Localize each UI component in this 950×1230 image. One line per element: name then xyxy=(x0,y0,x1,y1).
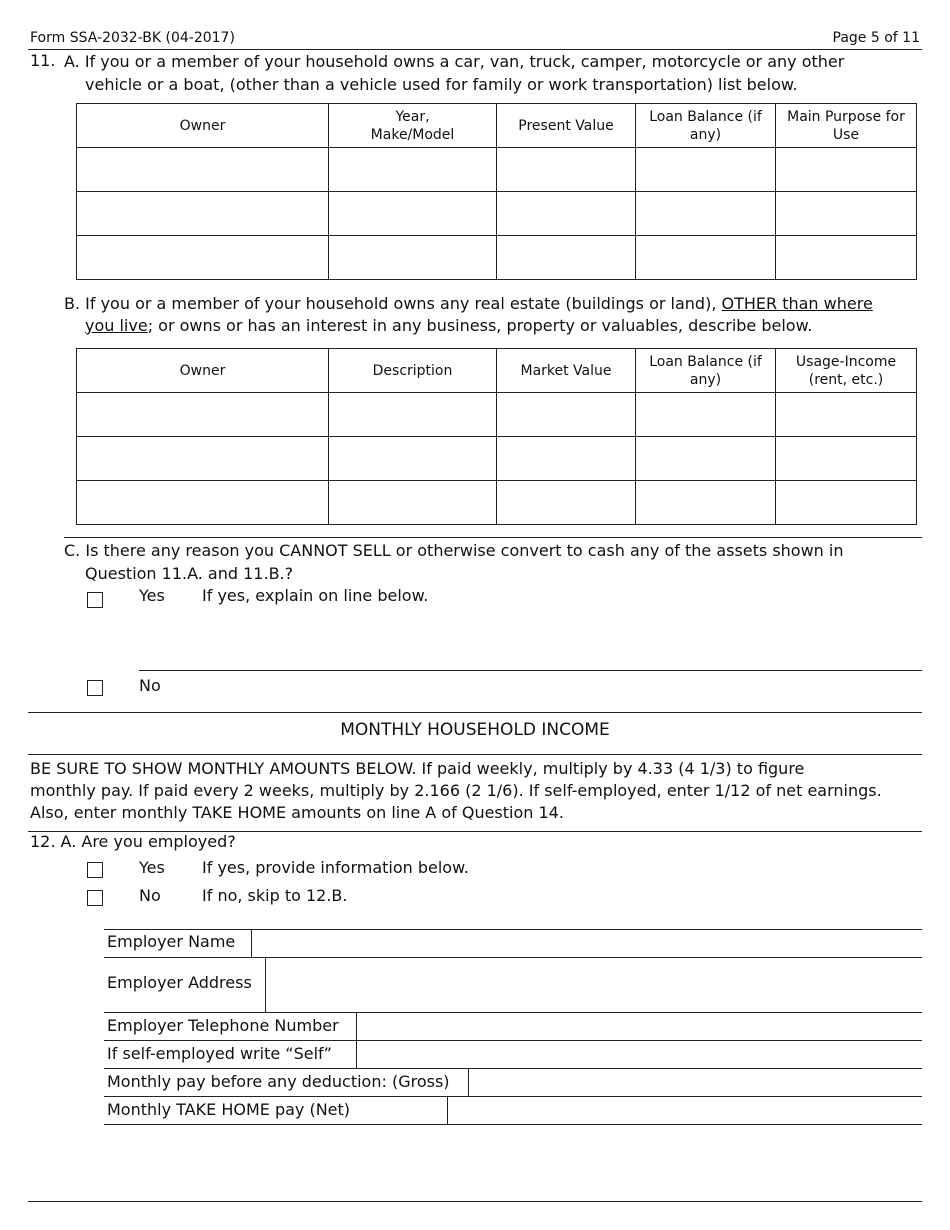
table-cell[interactable] xyxy=(497,437,636,481)
q12a-no-note: If no, skip to 12.B. xyxy=(202,886,348,905)
table-cell[interactable] xyxy=(329,393,497,437)
page-bottom-rule xyxy=(28,1201,922,1202)
column-header: Description xyxy=(329,349,497,393)
table-cell[interactable] xyxy=(329,192,497,236)
section-rule-top xyxy=(28,712,922,713)
q11c-text-line2: Question 11.A. and 11.B.? xyxy=(85,564,294,583)
table-row xyxy=(77,437,917,481)
question-number: 11. xyxy=(30,51,56,70)
employer-address-field[interactable] xyxy=(266,958,922,1012)
table-cell[interactable] xyxy=(776,148,917,192)
q11b-text-line1 xyxy=(64,293,873,315)
table-cell[interactable] xyxy=(776,192,917,236)
q11c-no-checkbox[interactable] xyxy=(87,680,103,696)
q11c-explain-field[interactable] xyxy=(139,612,922,671)
self-employed-row xyxy=(104,1041,922,1069)
employer-address-row xyxy=(104,958,922,1013)
table-cell[interactable] xyxy=(776,437,917,481)
table-cell[interactable] xyxy=(497,148,636,192)
employer-phone-field[interactable] xyxy=(357,1013,922,1040)
table-cell[interactable] xyxy=(77,192,329,236)
table-cell[interactable] xyxy=(77,393,329,437)
table-row xyxy=(77,236,917,280)
q11b-text-post: ; or owns or has an interest in any business, property or valuables, describe below. xyxy=(147,316,813,335)
page-number: Page 5 of 11 xyxy=(832,30,920,46)
table-cell[interactable] xyxy=(776,481,917,525)
table-cell[interactable] xyxy=(636,148,776,192)
table-cell[interactable] xyxy=(329,236,497,280)
table-cell[interactable] xyxy=(77,481,329,525)
q11a-text-line1: A. If you or a member of your household owns a car, van, truck, camper, motorcycle or any other xyxy=(64,52,845,71)
table-row xyxy=(77,148,917,192)
employer-address-label: Employer Address xyxy=(107,973,252,992)
q11a-text-line2: vehicle or a boat, (other than a vehicle used for family or work transportation) list below. xyxy=(85,75,798,94)
q11c-yes-checkbox[interactable] xyxy=(87,592,103,608)
net-pay-label: Monthly TAKE HOME pay (Net) xyxy=(107,1100,351,1119)
table-cell[interactable] xyxy=(77,437,329,481)
table-cell[interactable] xyxy=(77,236,329,280)
header-rule xyxy=(28,49,922,50)
column-header: Owner xyxy=(77,349,329,393)
table-cell[interactable] xyxy=(636,393,776,437)
table-row xyxy=(77,393,917,437)
table-cell[interactable] xyxy=(329,437,497,481)
column-header: Usage-Income (rent, etc.) xyxy=(776,349,917,393)
table-cell[interactable] xyxy=(636,192,776,236)
column-header: Year, Make/Model xyxy=(329,104,497,148)
table-row xyxy=(77,192,917,236)
section-rule-mid xyxy=(28,754,922,755)
column-header: Main Purpose for Use xyxy=(776,104,917,148)
table-row xyxy=(77,481,917,525)
q11c-no-label: No xyxy=(139,676,161,695)
employer-name-row xyxy=(104,929,922,958)
table-cell[interactable] xyxy=(329,148,497,192)
q12a-yes-label: Yes xyxy=(139,858,165,877)
employer-phone-row xyxy=(104,1013,922,1041)
q12a-yes-checkbox[interactable] xyxy=(87,862,103,878)
section-title: MONTHLY HOUSEHOLD INCOME xyxy=(340,720,610,740)
vehicles-table xyxy=(76,103,917,280)
q11b-emphasis-2: you live xyxy=(85,316,148,335)
table-cell[interactable] xyxy=(636,437,776,481)
net-pay-field[interactable] xyxy=(448,1097,922,1124)
gross-pay-field[interactable] xyxy=(469,1069,922,1096)
self-employed-field[interactable] xyxy=(357,1041,922,1068)
table-cell[interactable] xyxy=(636,236,776,280)
self-employed-label: If self-employed write “Self” xyxy=(107,1044,332,1063)
column-header: Loan Balance (if any) xyxy=(636,349,776,393)
q11c-top-rule xyxy=(64,537,922,538)
employer-name-field[interactable] xyxy=(252,929,922,957)
employer-name-label: Employer Name xyxy=(107,932,236,951)
gross-pay-label: Monthly pay before any deduction: (Gross) xyxy=(107,1072,450,1091)
income-instructions-line2: monthly pay. If paid every 2 weeks, multiply by 2.166 (2 1/6). If self-employed, enter 1/12 of net earnings. xyxy=(30,781,882,800)
column-header: Present Value xyxy=(497,104,636,148)
income-instructions-line1: BE SURE TO SHOW MONTHLY AMOUNTS BELOW. If paid weekly, multiply by 4.33 (4 1/3) to figure xyxy=(30,759,805,778)
table-cell[interactable] xyxy=(77,148,329,192)
table-cell[interactable] xyxy=(776,393,917,437)
q11c-yes-note: If yes, explain on line below. xyxy=(202,586,429,605)
gross-pay-row xyxy=(104,1069,922,1097)
q12a-question: 12. A. Are you employed? xyxy=(30,832,236,851)
q11c-yes-label: Yes xyxy=(139,586,165,605)
table-cell[interactable] xyxy=(636,481,776,525)
net-pay-row xyxy=(104,1097,922,1125)
section-title-wrap xyxy=(28,720,922,740)
table-cell[interactable] xyxy=(776,236,917,280)
column-header: Loan Balance (if any) xyxy=(636,104,776,148)
q11c-text-line1: C. Is there any reason you CANNOT SELL or otherwise convert to cash any of the assets shown in xyxy=(64,541,844,560)
q12a-no-checkbox[interactable] xyxy=(87,890,103,906)
q12a-no-label: No xyxy=(139,886,161,905)
column-header: Market Value xyxy=(497,349,636,393)
table-cell[interactable] xyxy=(497,393,636,437)
q11b-text-line2 xyxy=(85,315,812,337)
q11b-emphasis-1: OTHER than where xyxy=(721,294,873,313)
q11b-text-pre: B. If you or a member of your household owns any real estate (buildings or land), xyxy=(64,294,722,313)
table-cell[interactable] xyxy=(329,481,497,525)
table-cell[interactable] xyxy=(497,192,636,236)
employer-phone-label: Employer Telephone Number xyxy=(107,1016,339,1035)
income-instructions-line3: Also, enter monthly TAKE HOME amounts on line A of Question 14. xyxy=(30,803,564,822)
real-estate-table xyxy=(76,348,917,525)
q12a-yes-note: If yes, provide information below. xyxy=(202,858,469,877)
table-cell[interactable] xyxy=(497,236,636,280)
table-cell[interactable] xyxy=(497,481,636,525)
form-id: Form SSA-2032-BK (04-2017) xyxy=(30,30,235,46)
column-header: Owner xyxy=(77,104,329,148)
